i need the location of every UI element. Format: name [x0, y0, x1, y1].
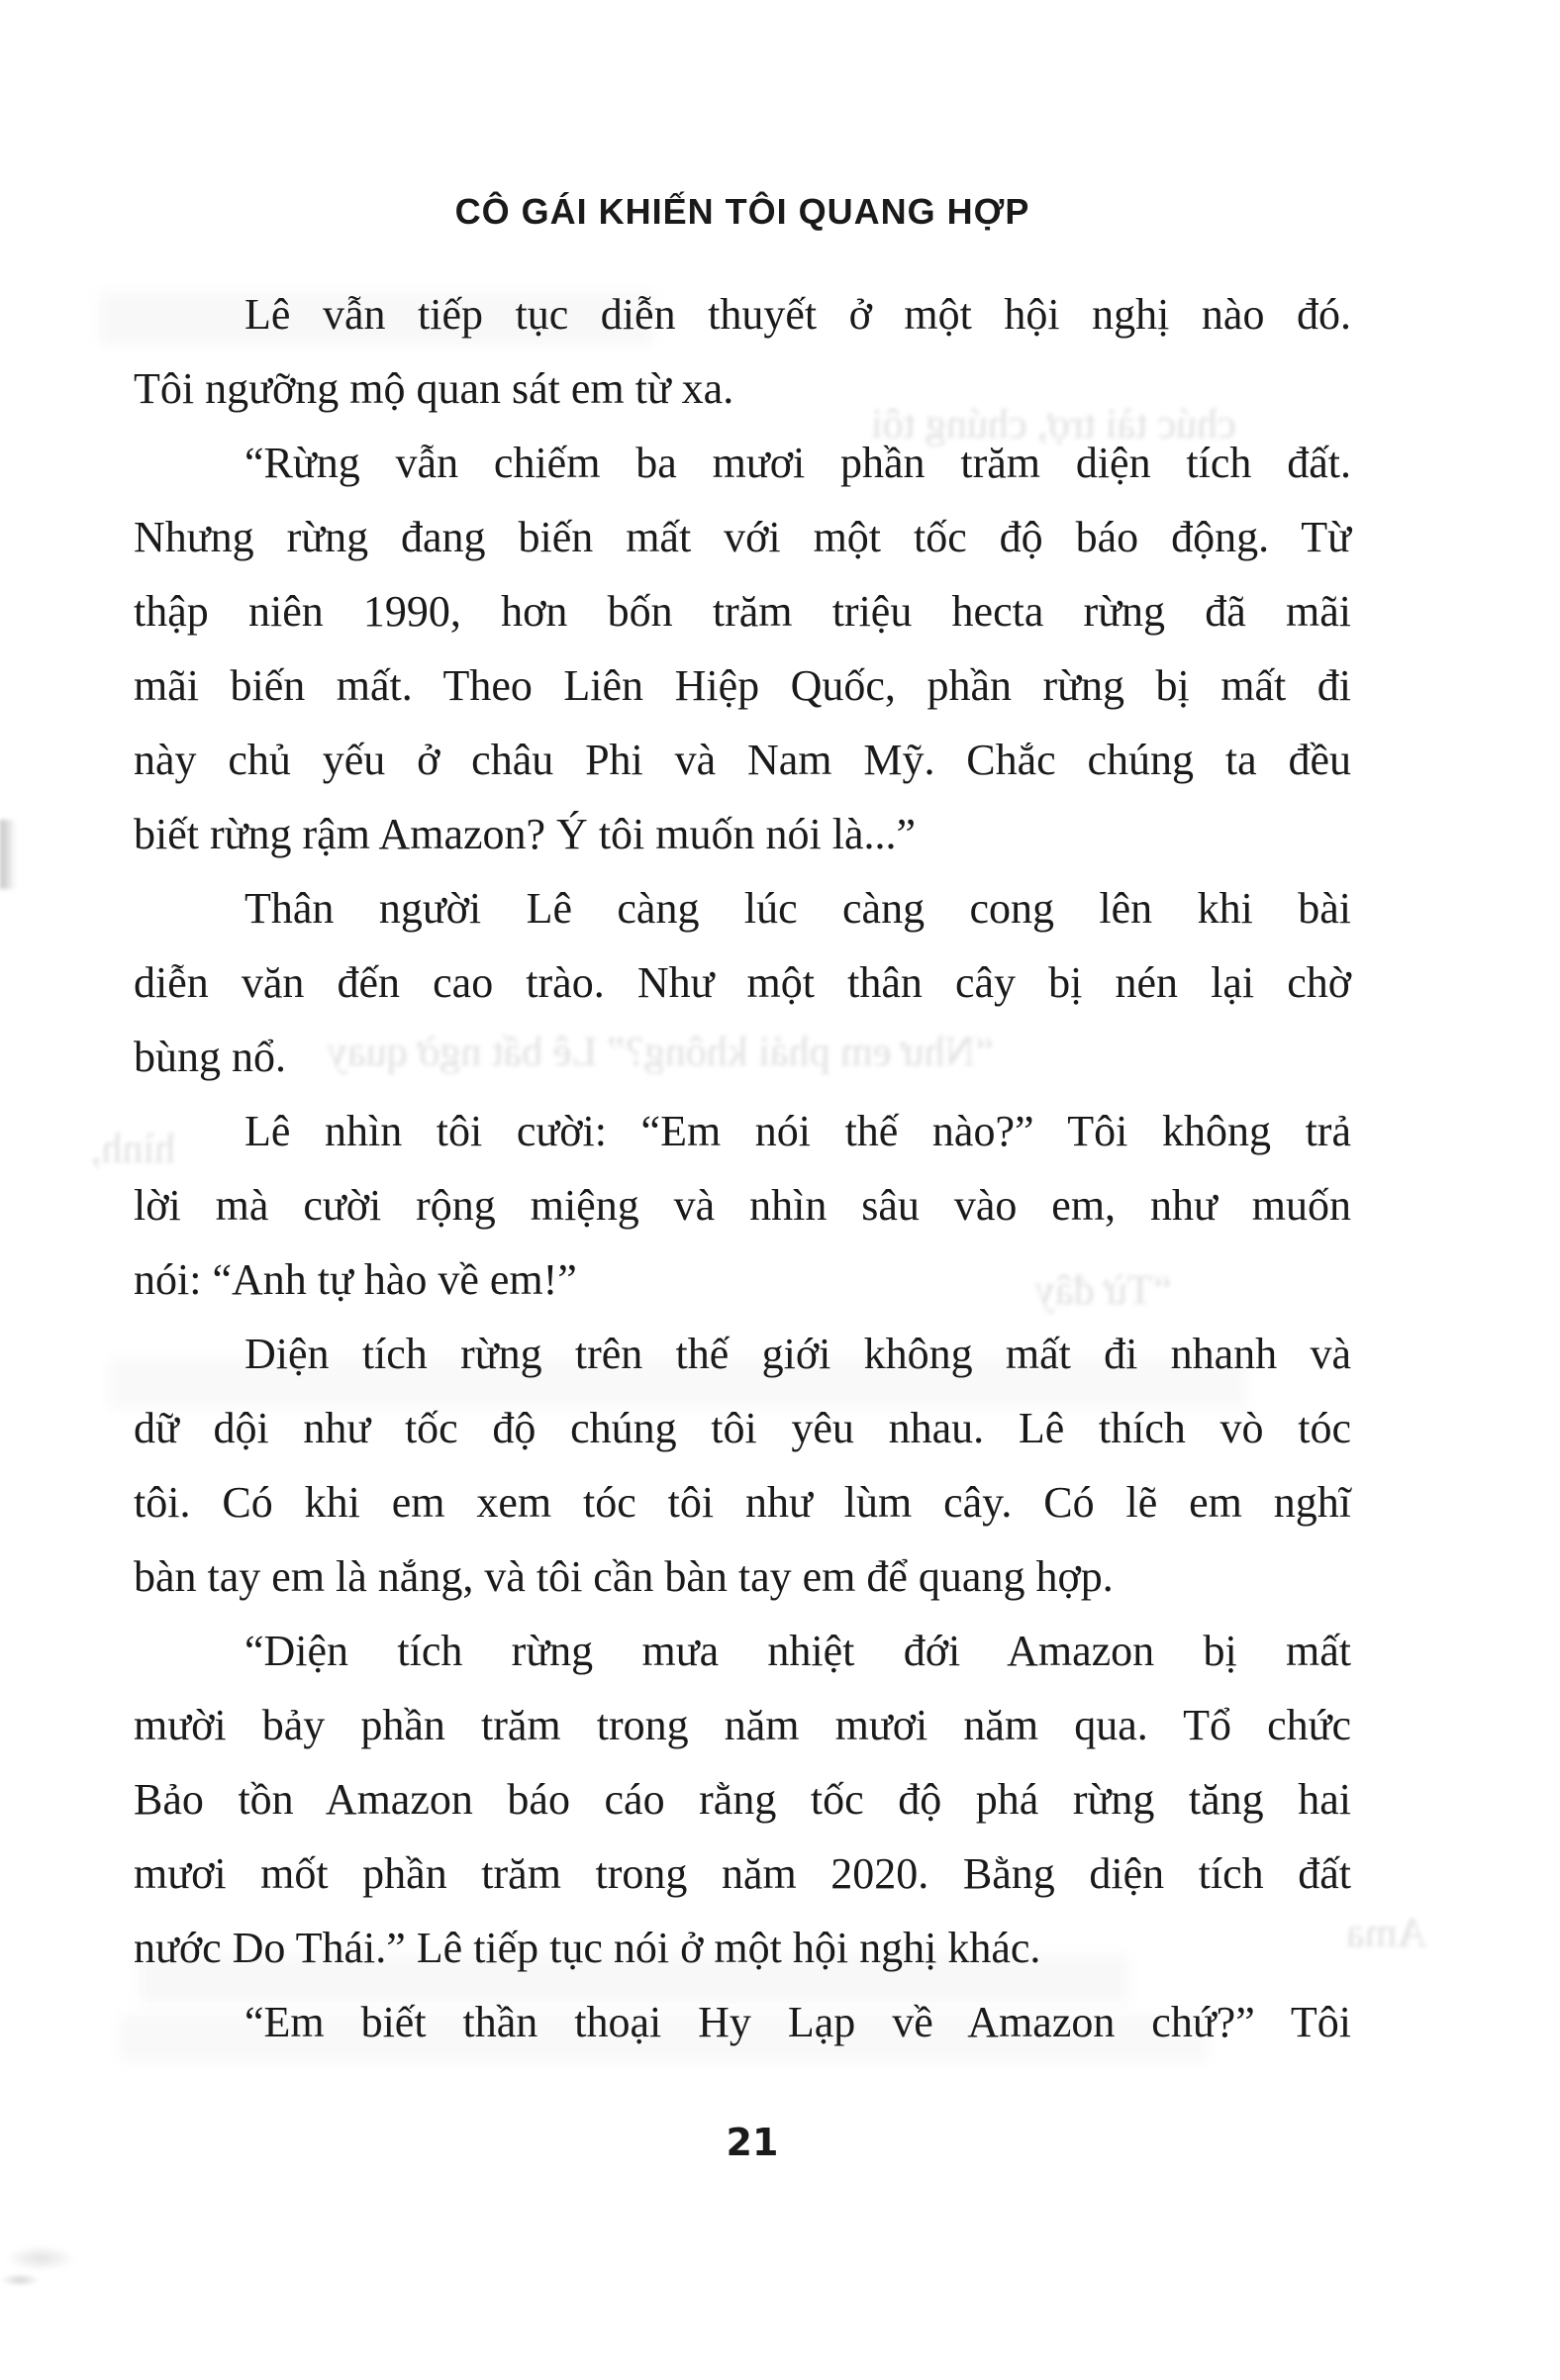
- scan-smudge: [0, 820, 16, 889]
- text-line: này chủ yếu ở châu Phi và Nam Mỹ. Chắc chúng ta đều: [134, 736, 1351, 784]
- running-head: CÔ GÁI KHIẾN TÔI QUANG HỢP: [454, 191, 1030, 232]
- text-line: Lê nhìn tôi cười: “Em nói thế nào?” Tôi không trả: [244, 1107, 1351, 1155]
- body-text: [134, 277, 1351, 2059]
- bleedthrough-text: “Từ đây: [1034, 1268, 1172, 1314]
- text-line: tôi. Có khi em xem tóc tôi như lùm cây. Có lẽ em nghĩ: [134, 1478, 1351, 1527]
- text-line: mươi mốt phần trăm trong năm 2020. Bằng diện tích đất: [134, 1849, 1351, 1898]
- text-line: bùng nổ.: [134, 1033, 286, 1081]
- text-line: Lê vẫn tiếp tục diễn thuyết ở một hội nghị nào đó.: [244, 290, 1351, 339]
- bleedthrough-text: hình,: [91, 1127, 176, 1172]
- bleedthrough-text: “Như em phải không?” Lê bất ngờ quay: [327, 1030, 994, 1075]
- text-line: Thân người Lê càng lúc càng cong lên khi bài: [244, 884, 1351, 933]
- text-line: Tôi ngưỡng mộ quan sát em từ xa.: [134, 364, 734, 413]
- text-line: dữ dội như tốc độ chúng tôi yêu nhau. Lê thích vò tóc: [134, 1404, 1351, 1452]
- text-line: mười bảy phần trăm trong năm mươi năm qua. Tổ chức: [134, 1701, 1351, 1749]
- text-line: Diện tích rừng trên thế giới không mất đi nhanh và: [244, 1330, 1351, 1378]
- text-line: mãi biến mất. Theo Liên Hiệp Quốc, phần rừng bị mất đi: [134, 661, 1351, 710]
- text-line: biết rừng rậm Amazon? Ý tôi muốn nói là...”: [134, 810, 917, 858]
- text-line: Nhưng rừng đang biến mất với một tốc độ báo động. Từ: [134, 513, 1351, 561]
- bleedthrough-text: chúc tài trợ, chúng tôi: [871, 402, 1236, 447]
- text-line: “Rừng vẫn chiếm ba mươi phần trăm diện tích đất.: [244, 439, 1351, 487]
- page-number: 21: [726, 2121, 779, 2164]
- scan-smudge: [0, 2273, 40, 2287]
- text-line: “Diện tích rừng mưa nhiệt đới Amazon bị mất: [244, 1627, 1351, 1675]
- text-line: Bảo tồn Amazon báo cáo rằng tốc độ phá rừng tăng hai: [134, 1775, 1351, 1824]
- text-line: nước Do Thái.” Lê tiếp tục nói ở một hội nghị khác.: [134, 1924, 1041, 1972]
- text-line: lời mà cười rộng miệng và nhìn sâu vào em, như muốn: [134, 1181, 1351, 1230]
- scan-smudge: [6, 2245, 75, 2271]
- text-line: diễn văn đến cao trào. Như một thân cây bị nén lại chờ: [134, 958, 1351, 1007]
- bleedthrough-text: Ama: [1346, 1911, 1427, 1956]
- text-line: thập niên 1990, hơn bốn trăm triệu hecta rừng đã mãi: [134, 587, 1351, 636]
- text-line: bàn tay em là nắng, và tôi cần bàn tay em để quang hợp.: [134, 1552, 1114, 1601]
- text-line: “Em biết thần thoại Hy Lạp về Amazon chứ?” Tôi: [244, 1998, 1351, 2046]
- text-line: nói: “Anh tự hào về em!”: [134, 1255, 577, 1304]
